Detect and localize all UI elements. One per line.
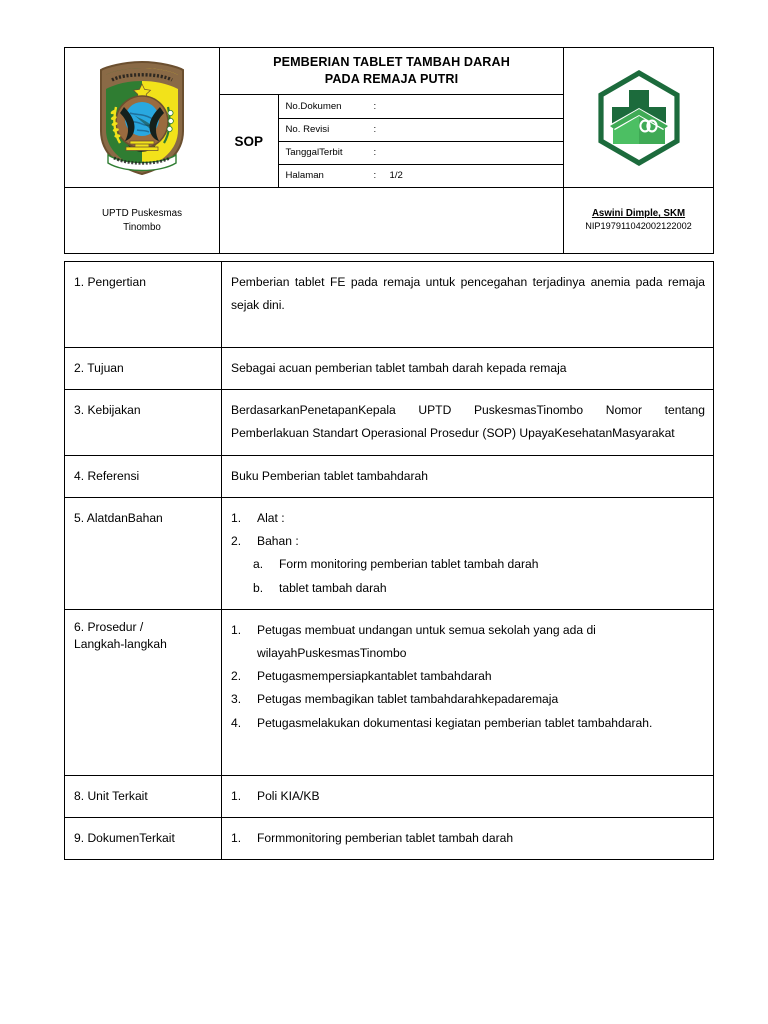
sop-field-value-tanggalterbit xyxy=(383,141,564,164)
header-row-top xyxy=(65,48,714,95)
row-label-unitterkait: 8. Unit Terkait xyxy=(65,775,222,817)
sop-fields-table xyxy=(279,95,564,187)
sop-field-value-halaman: 1/2 xyxy=(389,170,403,182)
row-label-pengertian: 1. Pengertian xyxy=(65,262,222,348)
row-body-dokumenterkait xyxy=(222,817,714,859)
list-item xyxy=(231,827,705,850)
row-body-kebijakan: BerdasarkanPenetapanKepala UPTD PuskesmasTinombo Nomor tentang Pemberlakuan Standart Operasional Prosedur (SOP) UpayaKesehatanMasyarakat xyxy=(222,390,714,455)
bahan-sublist xyxy=(231,553,705,599)
row-label-referensi: 4. Referensi xyxy=(65,455,222,497)
row-label-prosedur xyxy=(65,609,222,775)
regency-emblem-cell xyxy=(65,48,220,188)
list-item-text: Poli KIA/KB xyxy=(257,788,320,803)
table-row xyxy=(65,497,714,609)
list-item-number: 1. xyxy=(231,788,242,803)
puskesmas-logo-cell xyxy=(564,48,714,188)
sop-header-table xyxy=(64,47,714,254)
header-row-signature xyxy=(65,188,714,254)
sop-field-key-halaman: Halaman xyxy=(285,170,324,182)
table-row xyxy=(65,817,714,859)
list-item-text: Form monitoring pemberian tablet tambah darah xyxy=(279,557,539,572)
table-row xyxy=(65,262,714,348)
unit-name-line2: Tinombo xyxy=(123,221,161,233)
sop-label: SOP xyxy=(220,95,278,187)
row-body-tujuan: Sebagai acuan pemberian tablet tambah darah kepada remaja xyxy=(222,348,714,390)
row-body-prosedur xyxy=(222,609,714,775)
sop-fields-container xyxy=(278,95,563,187)
document-title-line1: PEMBERIAN TABLET TAMBAH DARAH xyxy=(273,55,510,70)
table-row xyxy=(65,348,714,390)
row-body-pengertian: Pemberian tablet FE pada remaja untuk pencegahan terjadinya anemia pada remaja sejak dini. xyxy=(222,262,714,348)
prosedur-list xyxy=(231,619,705,735)
list-item-number: 3. xyxy=(231,692,242,707)
signature-space-cell xyxy=(220,188,564,254)
sop-field-key-norevisi: No. Revisi xyxy=(279,118,367,141)
list-item-text: Petugas membagikan tablet tambahdarahkepadaremaja xyxy=(257,692,559,707)
unit-terkait-list xyxy=(231,785,705,808)
row-label-tujuan: 2. Tujuan xyxy=(65,348,222,390)
sop-field-row-halaman xyxy=(279,164,564,187)
sop-field-row-nodokumen xyxy=(279,95,564,118)
sop-field-key-nodokumen: No.Dokumen xyxy=(279,95,367,118)
sop-field-colon-halaman: : xyxy=(373,170,377,182)
list-item xyxy=(231,507,705,530)
row-body-referensi: Buku Pemberian tablet tambahdarah xyxy=(222,455,714,497)
puskesmas-green-cross-hexagon-logo-icon xyxy=(593,68,685,168)
row-body-unitterkait xyxy=(222,775,714,817)
list-item-text: Petugas membuat undangan untuk semua sekolah yang ada di wilayahPuskesmasTinombo xyxy=(257,622,596,660)
sop-field-value-norevisi xyxy=(383,118,564,141)
list-item-text: Petugasmelakukan dokumentasi kegiatan pemberian tablet tambahdarah. xyxy=(257,715,653,730)
list-item-number: 4. xyxy=(231,715,242,730)
alat-bahan-list xyxy=(231,507,705,553)
list-item-number: 1. xyxy=(231,510,242,525)
sop-content-table xyxy=(64,261,714,860)
row-label-alatdanbahan: 5. AlatdanBahan xyxy=(65,497,222,609)
sop-field-colon-tanggalterbit: : xyxy=(367,141,383,164)
unit-name-cell xyxy=(65,188,220,254)
row-label-prosedur-line2: Langkah-langkah xyxy=(74,637,167,652)
row-label-dokumenterkait: 9. DokumenTerkait xyxy=(65,817,222,859)
sop-field-value-nodokumen xyxy=(383,95,564,118)
list-item xyxy=(231,619,705,665)
list-item xyxy=(253,553,705,576)
table-row xyxy=(65,455,714,497)
list-item xyxy=(231,712,705,735)
list-item-number: 2. xyxy=(231,669,242,684)
sop-field-key-tanggalterbit: TanggalTerbit xyxy=(279,141,367,164)
list-item xyxy=(231,688,705,711)
list-item-text: Bahan : xyxy=(257,534,299,549)
row-body-alatdanbahan xyxy=(222,497,714,609)
document-title-line2: PADA REMAJA PUTRI xyxy=(324,72,459,86)
list-item-text: tablet tambah darah xyxy=(279,580,387,595)
table-row xyxy=(65,775,714,817)
list-item-number: b. xyxy=(253,580,264,595)
dokumen-terkait-list xyxy=(231,827,705,850)
signer-nip: NIP197911042002122002 xyxy=(585,221,692,232)
list-item-number: 1. xyxy=(231,830,242,845)
sop-meta-cell xyxy=(220,95,564,188)
table-row xyxy=(65,390,714,455)
list-item xyxy=(231,785,705,808)
signer-cell xyxy=(564,188,714,254)
sop-field-colon-nodokumen: : xyxy=(367,95,383,118)
table-row xyxy=(65,609,714,775)
row-label-prosedur-line1: 6. Prosedur / xyxy=(74,619,144,634)
list-item xyxy=(253,577,705,600)
sop-field-row-norevisi xyxy=(279,118,564,141)
list-item-number: a. xyxy=(253,557,264,572)
list-item xyxy=(231,530,705,553)
sop-meta-grid xyxy=(220,95,563,187)
document-title-cell xyxy=(220,48,564,95)
parigi-moutong-regency-emblem-icon xyxy=(90,59,194,177)
signer-name: Aswini Dimple, SKM xyxy=(591,208,686,220)
list-item-number: 2. xyxy=(231,534,242,549)
list-item-text: Formmonitoring pemberian tablet tambah darah xyxy=(257,830,514,845)
list-item-number: 1. xyxy=(231,622,242,637)
sop-field-row-tanggalterbit xyxy=(279,141,564,164)
list-item-text: Alat : xyxy=(257,510,285,525)
sop-field-colon-norevisi: : xyxy=(367,118,383,141)
row-label-kebijakan: 3. Kebijakan xyxy=(65,390,222,455)
list-item-text: Petugasmempersiapkantablet tambahdarah xyxy=(257,669,492,684)
unit-name-line1: UPTD Puskesmas xyxy=(101,208,183,220)
list-item xyxy=(231,665,705,688)
